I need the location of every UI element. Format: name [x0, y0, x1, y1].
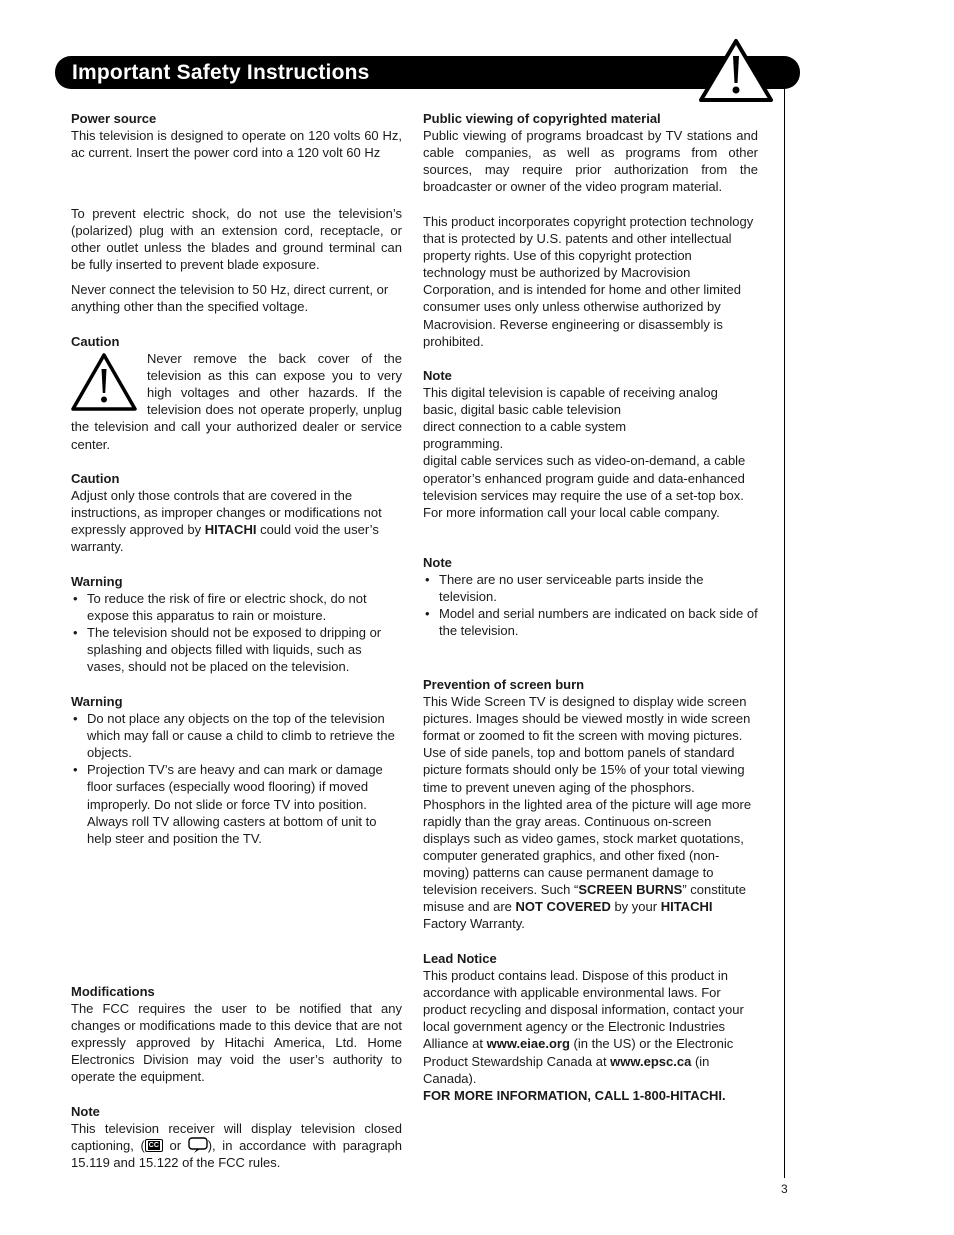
note-line: This digital television is capable of receiving analog — [423, 385, 718, 401]
public-viewing-heading: Public viewing of copyrighted material — [423, 111, 661, 126]
modifications-heading: Modifications — [71, 984, 155, 999]
screen-burn-text: This Wide Screen TV is designed to display wide screen pictures. Images should be viewed mostly in wide screen format or zoomed to fit the screen with moving pictures. Use of side panels, top and bottom panels of standard picture formats should only be 15% of your total viewing time to prevent uneven aging of the phosphors. Phosphors in the lighted area of the picture will age more rapidly than the gray areas. Continuous on-screen displays such as video games, stock market quotations, computer generated graphics, and other fixed (non-moving) patterns can cause permanent damage to television receivers. Such “SCREEN BURNS” constitute misuse and are NOT COVERED by your HITACHI Factory Warranty. — [423, 694, 752, 932]
modifications-section — [71, 983, 402, 1086]
caution-section — [71, 333, 402, 453]
power-source-text-3: Never connect the television to 50 Hz, direct current, or anything other than the specified voltage. — [71, 282, 389, 315]
list-item: • Do not place any objects on the top of the television which may fall or cause a child to climb to retrieve the objects. — [71, 710, 402, 761]
lead-notice-text: This product contains lead. Dispose of this product in accordance with applicable environmental laws. For product recycling and disposal information, contact your local government agency or the Electronic Industries Alliance at www.eiae.org (in the US) or the Electronic Product Stewardship Canada at www.epsc.ca (in Canada). — [423, 968, 744, 1086]
warning-heading: Warning — [71, 574, 123, 589]
power-source-text-2: To prevent electric shock, do not use the television’s (polarized) plug with an extension cord, receptacle, or other outlet unless the blades and ground terminal can be fully inserted to prevent blade exposure. — [71, 206, 402, 273]
note-line: basic, digital basic cable television — [423, 402, 621, 418]
warning-section — [71, 573, 402, 676]
caution-text: Never remove the back cover of the television as this can expose you to very high voltages and other hazards. If the television does not operate properly, unplug the television and call your authorized dealer or service center. — [71, 351, 402, 452]
power-source-section — [71, 110, 402, 161]
power-source-voltage — [71, 281, 402, 315]
list-item: • The television should not be exposed to dripping or splashing and objects filled with liquids, such as vases, should not be placed on the television. — [71, 624, 402, 675]
brand-name: HITACHI — [204, 522, 257, 538]
copyright-protection-section — [423, 213, 758, 350]
closed-caption-icon: CC — [145, 1139, 163, 1152]
power-source-text: This television is designed to operate on 120 volts 60 Hz, ac current. Insert the power cord into a 120 volt 60 Hz — [71, 128, 402, 161]
caution-section-2 — [71, 470, 402, 555]
note-line: programming. — [423, 436, 504, 452]
warning-list — [71, 590, 402, 675]
public-viewing-text-2: This product incorporates copyright protection technology that is protected by U.S. patents and other intellectual property rights. Use of this copyright protection technology must be authorized by Macrovision Corporation, and is intended for home and other limited consumer uses only unless otherwise authorized by Macrovision. Reverse engineering or disassembly is prohibited. — [423, 214, 754, 349]
caution-heading: Caution — [71, 334, 120, 349]
screen-burn-section — [423, 676, 758, 932]
note-line: direct connection to a cable system — [423, 419, 627, 435]
note-heading-right: Note — [423, 368, 452, 383]
caution-text-2: Adjust only those controls that are covered in the instructions, as improper changes or modifications not expressly approved by HITACHI could void the user’s warranty. — [71, 488, 382, 555]
brand-name: HITACHI — [660, 899, 713, 915]
vertical-rule — [784, 88, 785, 1178]
page-number: 3 — [781, 1182, 788, 1196]
eiae-link: www.eiae.org — [486, 1036, 570, 1052]
public-viewing-section — [423, 110, 758, 195]
note-line: digital cable services such as video-on-demand, a cable operator’s enhanced program guide and data-enhanced television services may require the use of a set-top box. For more information call your local cable company. — [423, 453, 746, 520]
warning-section-2 — [71, 693, 402, 847]
note-section — [71, 1103, 402, 1171]
modifications-text: The FCC requires the user to be notified that any changes or modifications made to this device that are not expressly approved by Hitachi America, Ltd. Home Electronics Division may void the user’s authority to operate the equipment. — [71, 1001, 402, 1085]
lead-notice-section — [423, 950, 758, 1104]
power-source-heading: Power source — [71, 111, 157, 126]
warning-triangle-icon — [71, 352, 141, 412]
note-section-right-2 — [423, 554, 758, 639]
screen-burn-heading: Prevention of screen burn — [423, 677, 585, 692]
list-item: • Model and serial numbers are indicated on back side of the television. — [423, 605, 758, 639]
public-viewing-text: Public viewing of programs broadcast by TV stations and cable companies, as well as programs from other sources, may require prior authorization from the broadcaster or owner of the video program material. — [423, 128, 758, 195]
note-heading-right-2: Note — [423, 555, 452, 570]
lead-notice-heading: Lead Notice — [423, 951, 497, 966]
caution-heading-2: Caution — [71, 471, 120, 486]
warning-heading-2: Warning — [71, 694, 123, 709]
warning-triangle-icon — [698, 38, 774, 104]
page-title: Important Safety Instructions — [72, 61, 370, 84]
list-item: • Projection TV’s are heavy and can mark or damage floor surfaces (especially wood flooring) if moved improperly. Do not slide or force TV into position. Always roll TV allowing casters at bottom of unit to help steer and position the TV. — [71, 761, 402, 846]
note-text: This television receiver will display television closed captioning, ( CC or ), in accordance with paragraph 15.119 and 15.122 of the FCC rules. — [71, 1121, 402, 1171]
power-source-warning — [71, 205, 402, 273]
warning-list-2 — [71, 710, 402, 847]
lead-notice-footer: FOR MORE INFORMATION, CALL 1-800-HITACHI. — [423, 1087, 726, 1103]
note-list — [423, 571, 758, 639]
speech-bubble-icon — [188, 1137, 208, 1153]
list-item: • There are no user serviceable parts inside the television. — [423, 571, 758, 605]
note-section-right — [423, 367, 758, 521]
list-item: • To reduce the risk of fire or electric shock, do not expose this apparatus to rain or moisture. — [71, 590, 402, 624]
epsc-link: www.epsc.ca — [610, 1053, 692, 1069]
note-heading: Note — [71, 1104, 100, 1119]
